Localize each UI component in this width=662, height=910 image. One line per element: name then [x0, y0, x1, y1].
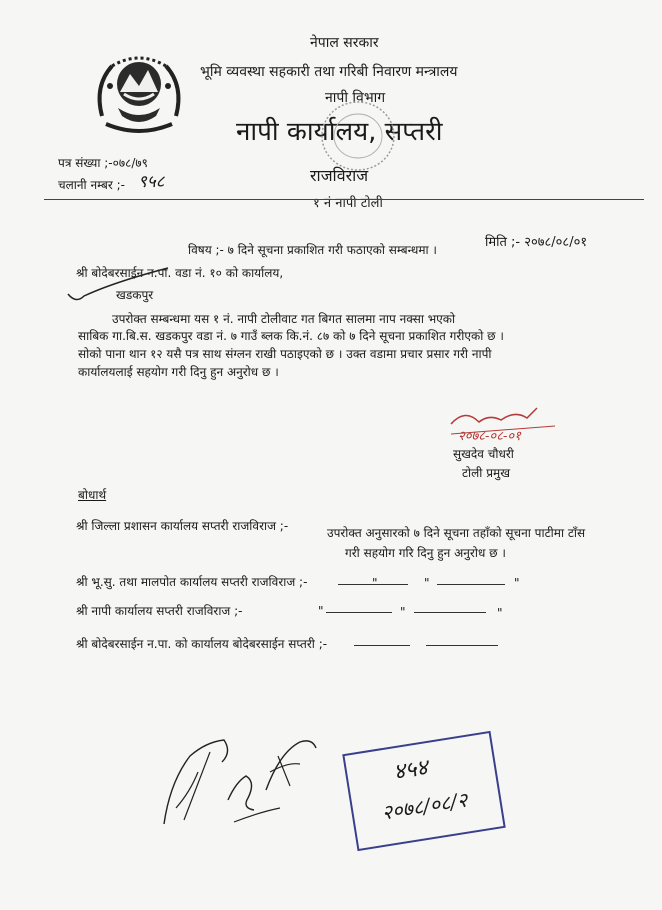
signatory-title: टोली प्रमुख: [462, 466, 511, 480]
receipt-stamp: [342, 731, 505, 851]
cc-row-1-note-1: उपरोक्त अनुसारको ७ दिने सूचना तहाँको सूचना पाटीमा टाँस: [327, 526, 586, 540]
ditto-mark: ": [497, 606, 503, 620]
cc-row-4-recipient: श्री बोदेबरसाईन न.पा. को कार्यालय बोदेबरसाईन सप्तरी ;-: [76, 637, 328, 651]
blank-line: [426, 645, 498, 646]
office-seal: [318, 98, 398, 174]
handwritten-receipt-notes: [150, 712, 350, 842]
ditto-mark: ": [318, 604, 324, 618]
header-govt: नेपाल सरकार: [310, 35, 379, 51]
cc-row-3-recipient: श्री नापी कार्यालय सप्तरी राजविराज ;-: [76, 604, 243, 618]
header-team: १ नं नापी टोली: [313, 196, 383, 211]
header-office: नापी कार्यालय, सप्तरी: [236, 117, 443, 147]
letter-subject: विषय ;- ७ दिने सूचना प्रकाशित गरी फठाएको सम्बन्धमा ।: [188, 243, 437, 257]
dispatch-number-handwritten: ९५८: [138, 172, 165, 192]
blank-line: [414, 612, 486, 613]
letter-reference-number: पत्र संख्या ;-०७८/७९: [58, 156, 148, 170]
header-ministry: भूमि व्यवस्था सहकारी तथा गरिबी निवारण मन्त्रालय: [200, 64, 458, 80]
body-line-1: उपरोक्त सम्बन्धमा यस १ नं. नापी टोलीवाट गत बिगत सालमा नाप नक्सा भएको: [112, 312, 456, 326]
ditto-mark: ": [372, 576, 378, 590]
signature: [445, 404, 565, 452]
signature-date-handwritten: २०७८-०८-०१: [458, 429, 521, 444]
nepal-government-emblem: [90, 46, 188, 142]
hand-check-mark: [64, 264, 174, 308]
header-department: नापी विभाग: [325, 90, 386, 106]
body-line-3: सोको पाना थान १२ यसै पत्र साथ संग्लन राखी पठाइएको छ । उक्त वडामा प्रचार प्रसार गरी नापी: [78, 347, 492, 361]
cc-row-2-recipient: श्री भू.सु. तथा मालपोत कार्यालय सप्तरी राजविराज ;-: [76, 575, 308, 589]
header-divider: [44, 199, 644, 200]
ditto-mark: ": [424, 576, 430, 590]
signatory-name: सुखदेव चौधरी: [453, 447, 514, 461]
recipient-line-2: खडकपुर: [116, 288, 154, 302]
blank-line: [437, 584, 505, 585]
dispatch-number-label: चलानी नम्बर ;-: [58, 178, 125, 192]
receipt-date: २०७८/०८/२: [380, 787, 469, 825]
blank-line: [326, 612, 392, 613]
header-place: राजविराज: [310, 166, 369, 185]
body-line-2: साबिक गा.बि.स. खडकपुर वडा नं. ७ गाउँ ब्लक कि.नं. ८७ को ७ दिने सूचना प्रकाशित गरीएको छ ।: [78, 329, 504, 343]
cc-row-1-recipient: श्री जिल्ला प्रशासन कार्यालय सप्तरी राजविराज ;-: [76, 519, 289, 533]
letter-date: मिति ;- २०७८/०८/०१: [485, 235, 588, 250]
body-line-4: कार्यालयलाई सहयोग गरी दिनु हुन अनुरोध छ ।: [78, 365, 279, 379]
recipient-line-1: श्री बोदेबरसाईन न.पा. वडा नं. १० को कार्यालय,: [76, 266, 284, 280]
cc-heading: बोधार्थ: [78, 488, 107, 502]
blank-line: [354, 645, 410, 646]
ditto-mark: ": [514, 576, 520, 590]
ditto-mark: ": [400, 605, 406, 619]
receipt-number: ४५४: [391, 755, 430, 786]
cc-row-1-note-2: गरी सहयोग गरि दिनु हुन अनुरोध छ ।: [345, 546, 506, 560]
